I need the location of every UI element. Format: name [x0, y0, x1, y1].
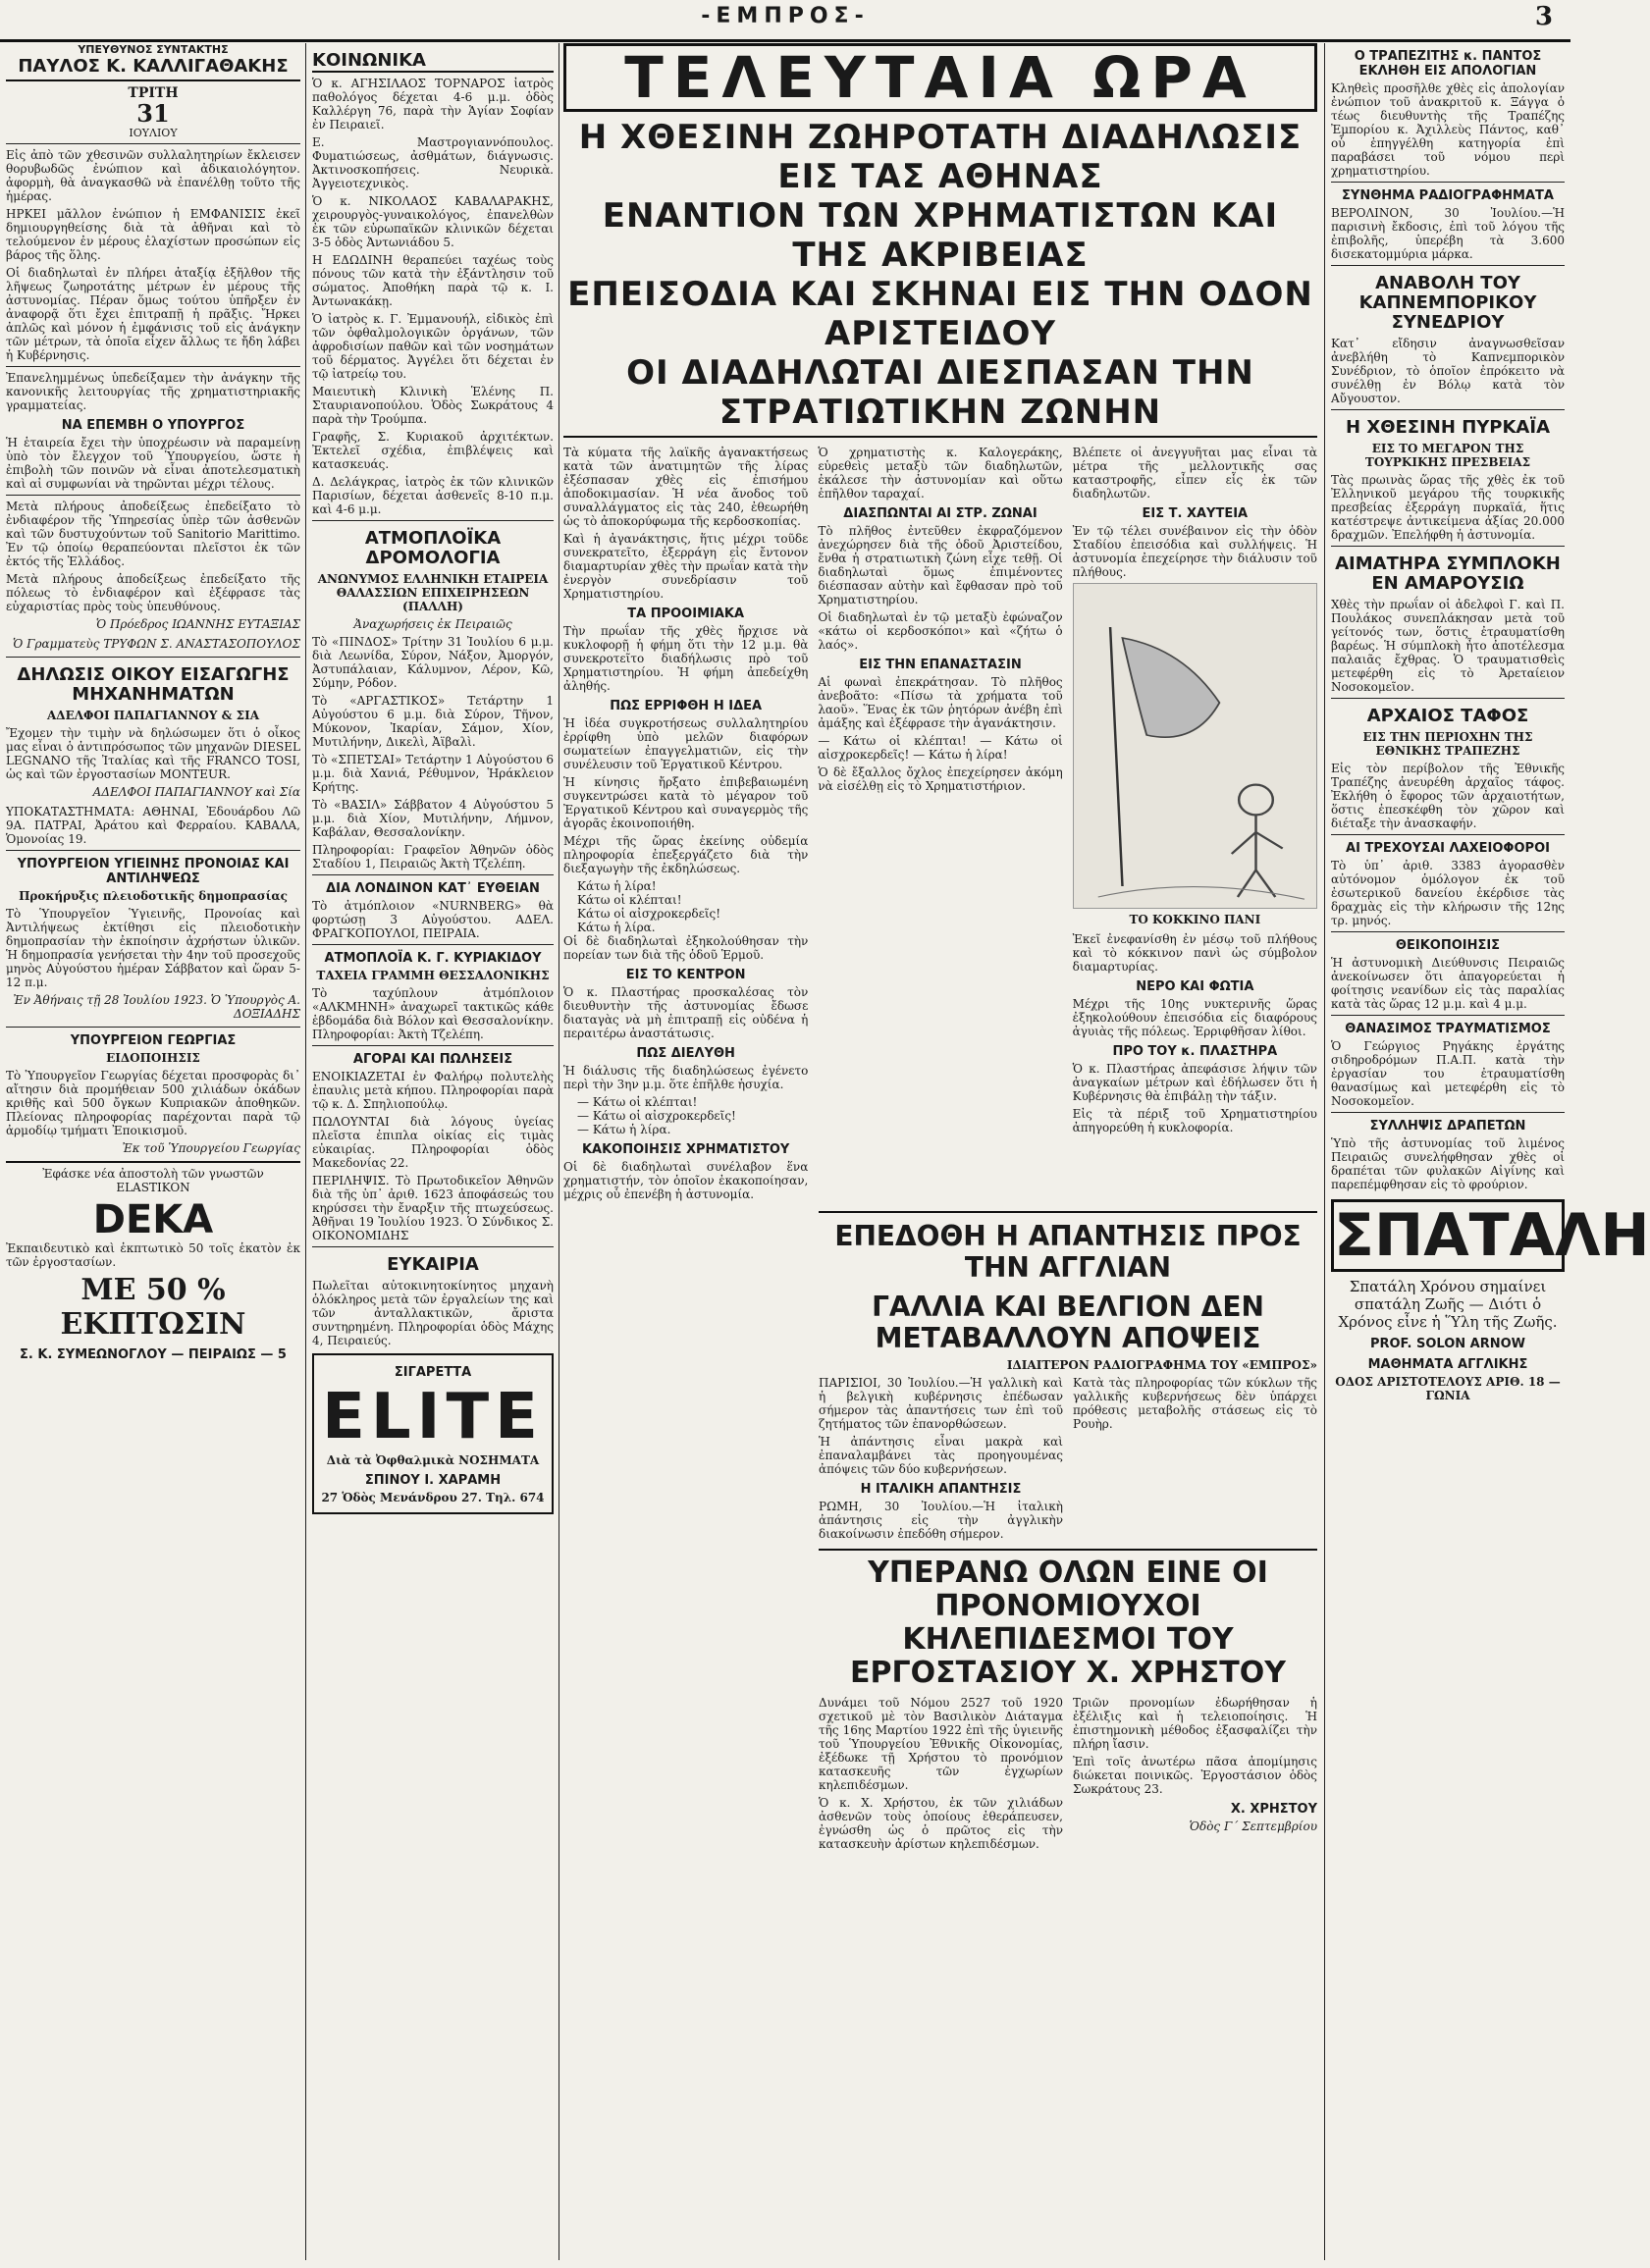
ad-brand: DEKA: [92, 1197, 214, 1242]
column-4: [1331, 43, 1650, 2260]
article-col: [563, 446, 808, 1205]
paragraph: Ἔχομεν τὴν τιμὴν νὰ δηλώσωμεν ὅτι ὁ οἶκος μας εἶναι ὁ ἀντιπρόσωπος τῶν μηχανῶν DIESEL LEGNANO τῆς Ἰταλίας καὶ τῆς FRANCO TOSI, ὡς καὶ τῶν ἐργοστασίων MONTEUR.: [6, 726, 300, 781]
section-title: ΘΕΙΚΟΠΟΙΗΣΙΣ: [1395, 938, 1501, 953]
subhead: Η ΙΤΑΛΙΚΗ ΑΠΑΝΤΗΣΙΣ: [860, 1482, 1022, 1497]
elite-ad: [312, 1353, 554, 1514]
section-subtitle: ΤΑΧΕΙΑ ΓΡΑΜΜΗ ΘΕΣΣΑΛΟΝΙΚΗΣ: [316, 969, 550, 982]
section-title: ΑΙΜΑΤΗΡΑ ΣΥΜΠΛΟΚΗ ΕΝ ΑΜΑΡΟΥΣΙΩ: [1335, 554, 1561, 594]
subhead: ΝΕΡΟ ΚΑΙ ΦΩΤΙΑ: [1136, 979, 1254, 994]
paragraph: Τὴν πρωΐαν τῆς χθὲς ἤρχισε νὰ κυκλοφορῇ ἡ φήμη ὅτι τὴν 12 μ.μ. θὰ συνεκροτεῖτο διαδήλωσις πρὸ τοῦ Χρηματιστηρίου. Ἡ φήμη ἀπεδείχθη ἀληθής.: [563, 624, 809, 693]
section-title: ΑΝΑΒΟΛΗ ΤΟΥ ΚΑΠΝΕΜΠΟΡΙΚΟΥ ΣΥΝΕΔΡΙΟΥ: [1358, 273, 1537, 333]
ad-address: ΟΔΟΣ ΑΡΙΣΤΟΤΕΛΟΥΣ ΑΡΙΘ. 18 — ΓΩΝΙΑ: [1335, 1375, 1561, 1402]
paragraph: Τὸ «ΠΙΝΔΟΣ» Τρίτην 31 Ἰουλίου 6 μ.μ. διὰ Λεωνίδα, Σύρον, Νάξον, Ἀμοργόν, Ἀστυπάλαιαν, Κάλυμνον, Λέρον, Κῶ, Σύμην, Ρόδον.: [312, 635, 554, 690]
verse-line: — Κάτω οἱ κλέπται!: [577, 1095, 698, 1109]
paragraph: Ὑπὸ τῆς ἀστυνομίας τοῦ λιμένος Πειραιῶς συνελήφθησαν χθὲς οἱ δραπέται τῶν φυλακῶν Αἰγίνης καὶ παρεπέμφθησαν εἰς τὸ φρούριον.: [1331, 1136, 1565, 1191]
paragraph: ΕΝΟΙΚΙΑΖΕΤΑΙ ἐν Φαλήρῳ πολυτελὴς ἐπαυλις μετὰ κήπου. Πληροφορίαι παρὰ τῷ κ. Δ. Σπηλιοπούλῳ.: [312, 1070, 554, 1111]
divider: [1331, 546, 1565, 547]
divider: [1331, 1112, 1565, 1113]
paragraph: Καὶ ἡ ἀγανάκτησις, ἥτις μέχρι τοῦδε συνεκρατεῖτο, ἐξερράγη εἰς ἔντονον διαμαρτυρίαν χθὲς τὴν πρωΐαν κατὰ τὴν ἐνεργὸν συνεδρίασιν τοῦ Χρηματιστηρίου.: [563, 532, 809, 601]
subhead: ΕΙΣ Τ. ΧΑΥΤΕΙΑ: [1142, 506, 1249, 521]
section-title: ΘΑΝΑΣΙΜΟΣ ΤΡΑΥΜΑΤΙΣΜΟΣ: [1345, 1022, 1551, 1036]
paragraph: Οἱ διαδηλωταὶ ἐν πλήρει ἀταξίᾳ ἐξῆλθον τῆς λῆψεως ζωηροτάτης μέτρων ἐν μέρους τῆς ἀστυνομίας. Πέραν ὅμως τούτου ὑπῆρξεν ἐν ἀναφορᾷ ὅτι ἔχει ἐπιτραπῇ ἡ πρᾶξις. Ἤρκει ἀπλῶς καὶ μόνον ἡ ἐμφάνισις τοῦ εἰς ἀνάγκην τῶν μέτρων, τὰ ὁποῖα εἶχεν ἄλλως τε ἤδη λάβει ἡ Κυβέρνησις.: [6, 266, 300, 362]
foreign-news: [819, 1221, 1317, 1855]
date-block: [6, 85, 300, 139]
ad-brand: ΣΠΑΤΑΛΗ: [1331, 1199, 1565, 1272]
verse-line: Κάτω ἡ λίρα!: [577, 879, 657, 893]
article-col: [1073, 446, 1317, 1205]
ad-doctor: ΣΠΙΝΟΥ Ι. ΧΑΡΑΜΗ: [364, 1473, 502, 1488]
section-title: ΔΙΑ ΛΟΝΔΙΝΟΝ ΚΑΤ᾽ ΕΥΘΕΙΑΝ: [326, 881, 540, 896]
section-subtitle: ΕΙΔΟΠΟΙΗΣΙΣ: [106, 1051, 200, 1065]
ad-brand: ELITE: [322, 1381, 544, 1453]
signature: Ἐκ τοῦ Ὑπουργείου Γεωργίας: [122, 1141, 300, 1155]
paragraph: Ὁ δὲ ἔξαλλος ὄχλος ἐπεχείρησεν ἀκόμη νὰ εἰσέλθῃ εἰς τὸ Χρηματιστήριον.: [818, 765, 1063, 793]
foreign-headline: ΓΑΛΛΙΑ ΚΑΙ ΒΕΛΓΙΟΝ ΔΕΝ ΜΕΤΑΒΑΛΛΟΥΝ ΑΠΟΨΕΙΣ: [872, 1291, 1264, 1354]
paragraph: Ὁ χρηματιστὴς κ. Καλογεράκης, εὑρεθεὶς μεταξὺ τῶν διαδηλωτῶν, ἐκάλεσε τὴν ἀστυνομίαν καὶ οὕτω ἐπῆλθον ταραχαί.: [818, 446, 1063, 501]
dispatch-col: [1073, 1376, 1317, 1545]
subhead: ΠΩΣ ΕΡΡΙΦΘΗ Η ΙΔΕΑ: [610, 699, 763, 713]
column-1: [6, 43, 300, 2260]
divider: [1331, 1015, 1565, 1016]
subhead: ΠΩΣ ΔΙΕΛΥΘΗ: [636, 1046, 735, 1061]
ad-headline: ΥΠΕΡΑΝΩ ΟΛΩΝ ΕΙΝΕ ΟΙ ΠΡΟΝΟΜΙΟΥΧΟΙ ΚΗΛΕΠΙΔΕΣΜΟΙ ΤΟΥ ΕΡΓΟΣΤΑΣΙΟΥ Χ. ΧΡΗΣΤΟΥ: [850, 1556, 1286, 1690]
ad-shop: Σ. Κ. ΣΥΜΕΩΝΟΓΛΟΥ — ΠΕΙΡΑΙΩΣ — 5: [20, 1347, 287, 1362]
departures-label: Ἀναχωρήσεις ἐκ Πειραιῶς: [353, 617, 512, 631]
verse-line: Κάτω οἱ κλέπται!: [577, 893, 682, 907]
ad-top: ΣΙΓΑΡΕΤΤΑ: [394, 1365, 472, 1380]
paragraph: Ἡ ἀπάντησις εἶναι μακρὰ καὶ ἐπαναλαμβάνει τὰς προηγουμένας ἀπόψεις τῶν δύο κυβερνήσεων.: [819, 1435, 1063, 1476]
paragraph: Μέχρι τῆς ὥρας ἐκείνης οὐδεμία πληροφορία ἐπεξεργάζετο διὰ τὴν διεξαγωγὴν τῆς ἐκδηλώσεως.: [563, 834, 809, 875]
section-title: ΥΠΟΥΡΓΕΙΟΝ ΓΕΩΡΓΙΑΣ: [70, 1033, 237, 1048]
ad-note: Ἐφάσκε νέα ἀποστολὴ τῶν γνωστῶν ELASTIKON: [42, 1167, 264, 1194]
ad-title: ΔΗΛΩΣΙΣ ΟΙΚΟΥ ΕΙΣΑΓΩΓΗΣ ΜΗΧΑΝΗΜΑΤΩΝ: [17, 664, 290, 705]
ad-name: PROF. SOLON ARNOW: [1369, 1337, 1526, 1351]
ad-address: Ὁδὸς Γ΄ Σεπτεμβρίου: [1189, 1820, 1317, 1833]
section-title: Η ΧΘΕΣΙΝΗ ΠΥΡΚΑΪΑ: [1346, 417, 1550, 438]
section-title: ΑΓΟΡΑΙ ΚΑΙ ΠΩΛΗΣΕΙΣ: [352, 1052, 513, 1067]
page-number: 3: [1534, 2, 1553, 31]
paragraph: Βλέπετε οἱ ἀνεγγυῆται μας εἶναι τὰ μέτρα τῆς μελλοντικῆς σας καταστροφῆς, εἶπεν εἷς ἐκ τῶν διαδηλωτῶν.: [1072, 446, 1317, 501]
main-headline: ΕΝΑΝΤΙΟΝ ΤΩΝ ΧΡΗΜΑΤΙΣΤΩΝ ΚΑΙ ΤΗΣ ΑΚΡΙΒΕΙΑΣ: [602, 196, 1279, 275]
paragraph: Χθὲς τὴν πρωΐαν οἱ ἀδελφοὶ Γ. καὶ Π. Πουλάκος συνεπλάκησαν μετὰ τοῦ γείτονός των, ὅστις ἐτραυματίσθη βαρέως. Ἡ σύμπλοκὴ ἦτο ἀποτέλεσμα παλαιᾶς ἔχθρας. Ὁ τραυματισθεὶς μετεφέρθη εἰς τὸ Ἀρεταίειον Νοσοκομεῖον.: [1331, 598, 1565, 694]
paragraph: ΠΕΡΙΛΗΨΙΣ. Τὸ Πρωτοδικεῖον Ἀθηνῶν διὰ τῆς ὑπ᾽ ἀριθ. 1623 ἀποφάσεώς του κηρύσσει τὴν ἔναρξιν τῆς πτωχεύσεως. Ἀθῆναι 19 Ἰουλίου 1923. Ὁ Σύνδικος Σ. ΟΙΚΟΝΟΜΙΔΗΣ: [312, 1174, 554, 1242]
paragraph: Μαιευτικὴ Κλινικὴ Ἑλένης Π. Σταυριανοπούλου. Ὁδὸς Σωκράτους 4 παρὰ τὴν Τρούμπα.: [312, 385, 554, 426]
divider: [1331, 931, 1565, 932]
divider: [819, 1549, 1317, 1551]
divider: [6, 143, 300, 144]
paragraph: Δυνάμει τοῦ Νόμου 2527 τοῦ 1920 σχετικοῦ μὲ τὸν Βασιλικὸν Διάταγμα τῆς 16ης Μαρτίου 1922 ἐπὶ τῆς ὑγιεινῆς τοῦ Ὑπουργείου Ἐθνικῆς Οἰκονομίας, ἐξέδωκε τῇ Χρήστου τὸ προνόμιον κατασκευῆς τῶν ἐγχωρίων κηλεπιδέσμων.: [819, 1696, 1063, 1792]
banner-title: ΤΕΛΕΥΤΑΙΑ ΩΡΑ: [563, 43, 1317, 112]
paragraph: ΠΩΛΟΥΝΤΑΙ διὰ λόγους ὑγείας πλεῖστα ἐπιπλα οἰκίας εἰς τιμὰς εὐκαιρίας. Πληροφορίαι ὁδὸς Μακεδονίας 22.: [312, 1115, 554, 1170]
paragraph: Μετὰ πλήρους ἀποδείξεως ἐπεδείξατο τῆς πόλεως τὸ ἐνδιαφέρον καὶ ἐξέφρασε τὰς εὐχαριστίας πρὸς τοὺς ὑπευθύνους.: [6, 572, 300, 613]
main-headline: Η ΧΘΕΣΙΝΗ ΖΩΗΡΟΤΑΤΗ ΔΙΑΔΗΛΩΣΙΣ ΕΙΣ ΤΑΣ ΑΘΗΝΑΣ: [578, 118, 1303, 196]
paragraph: Ἐπὶ τοῖς ἀνωτέρω πᾶσα ἀπομίμησις διώκεται ποινικῶς. Ἐργοστάσιον ὁδὸς Σωκράτους 23.: [1073, 1755, 1317, 1796]
article-columns: [563, 446, 1317, 1205]
date-month: ΙΟΥΛΙΟΥ: [129, 127, 178, 139]
subhead: ΕΙΣ ΤΗΝ ΕΠΑΝΑΣΤΑΣΙΝ: [859, 658, 1022, 672]
paragraph: Μετὰ πλήρους ἀποδείξεως ἐπεδείξατο τὸ ἐνδιαφέρον τῆς Ὑπηρεσίας ὑπὲρ τῶν ἀσθενῶν καὶ τῶν δυστυχούντων τοῦ Sanitorio Marittimo. Ἐν τῷ ὁποίῳ θεραπεύονται πλεῖστοι ἐκ τῶν ἐκτός τῆς Ἑλλάδος.: [6, 500, 300, 568]
paragraph: Τὸ πλῆθος ἐντεῦθεν ἐκφραζόμενον ἀνεχώρησεν διὰ τῆς ὁδοῦ Ἀριστείδου, ἔνθα ἡ στρατιωτικὴ ζώνη εἶχε τεθῇ. Οἱ διαδηλωταὶ ὅμως ἐπιμένοντες διέσπασαν αὐτὴν καὶ ἔφθασαν πρὸ τοῦ Χρηματιστηρίου.: [818, 524, 1063, 607]
column-3: [563, 43, 1317, 2260]
paragraph: Κατ᾽ εἴδησιν ἀναγνωσθεῖσαν ἀνεβλήθη τὸ Καπνεμπορικὸν Συνέδριον, τὸ ὁποῖον ἐπρόκειτο νὰ συνέλθῃ ἐν Βόλῳ κατὰ τὸν Αὔγουστον.: [1331, 337, 1565, 405]
verse-line: — Κάτω ἡ λίρα.: [577, 1123, 671, 1136]
paragraph: Εἰς ἀπὸ τῶν χθεσινῶν συλλαλητηρίων ἔκλεισεν θορυβωδῶς ἐνώπιον καὶ ἀδικαιολόγητον. ἀφορμὴ, θὰ ἀναγκασθῶ νὰ ἐπανέλθῃ τοῦτο τῆς ἡμέρας.: [6, 148, 300, 203]
section-title: Ο ΤΡΑΠΕΖΙΤΗΣ κ. ΠΑΝΤΟΣ ΕΚΛΗΘΗ ΕΙΣ ΑΠΟΛΟΓΙΑΝ: [1354, 49, 1542, 79]
paragraph: Τὸ ἀτμόπλοιον «NURNBERG» θὰ φορτώσῃ 3 Αὐγούστου. ΑΔΕΛ. ΦΡΑΓΚΟΠΟΥΛΟΙ, ΠΕΙΡΑΙΑ.: [312, 899, 554, 940]
section-title: ΑΡΧΑΙΟΣ ΤΑΦΟΣ: [1366, 706, 1529, 726]
company-name: ΑΝΩΝΥΜΟΣ ΕΛΛΗΝΙΚΗ ΕΤΑΙΡΕΙΑ ΘΑΛΑΣΣΙΩΝ ΕΠΙΧΕΙΡΗΣΕΩΝ (ΠΑΛΛΗ): [317, 572, 549, 613]
date-day: ΤΡΙΤΗ: [128, 85, 179, 101]
paragraph: Εἰς τὸν περίβολον τῆς Ἐθνικῆς Τραπέζης ἀνευρέθη ἀρχαῖος τάφος. Ἐκλήθη ὁ ἔφορος τῶν ἀρχαιοτήτων, ὅστις ἐπεσκέφθη τὸν χῶρον καὶ διέταξε τὴν ἀνασκαφήν.: [1331, 762, 1565, 830]
divider: [6, 495, 300, 496]
subhead: ΚΑΚΟΠΟΙΗΣΙΣ ΧΡΗΜΑΤΙΣΤΟΥ: [581, 1142, 790, 1157]
paragraph: Ὁ ἰατρὸς κ. Γ. Ἐμμανουήλ, εἰδικὸς ἐπὶ τῶν ὀφθαλμολογικῶν ὀργάνων, τῶν ἀφροδισίων παθῶν καὶ τῶν νοσημάτων τοῦ δέρματος. Ἀγγέλει ὅτι δέχεται ἐν τῷ ἰατρείῳ του.: [312, 312, 554, 381]
paragraph: Κατὰ τὰς πληροφορίας τῶν κύκλων τῆς γαλλικῆς κυβερνήσεως δὲν ὑπάρχει πρόθεσις μεταβολῆς στάσεως εἰς τὸ Ρουὴρ.: [1073, 1376, 1317, 1431]
section-title: ΥΠΟΥΡΓΕΙΟΝ ΥΓΙΕΙΝΗΣ ΠΡΟΝΟΙΑΣ ΚΑΙ ΑΝΤΙΛΗΨΕΩΣ: [17, 857, 290, 886]
running-head: [0, 0, 1570, 42]
paragraph: Ὁ κ. Χ. Χρήστου, ἐκ τῶν χιλιάδων ἀσθενῶν τοὺς ὁποίους ἐθεράπευσεν, ἐγνώσθη ὡς ὁ πρῶτος εἰς τὴν κατασκευὴν ἀρίστων κηλεπιδέσμων.: [819, 1796, 1063, 1851]
divider: [312, 1246, 554, 1247]
paragraph: Τριῶν προνομίων ἐδωρήθησαν ἡ ἐξέλιξις καὶ ἡ τελειοποίησις. Ἡ ἐπιστημονικὴ μέθοδος ἐξασφαλίζει τὴν πλήρη ἴασιν.: [1073, 1696, 1317, 1751]
paragraph: Κληθεὶς προσῆλθε χθὲς εἰς ἀπολογίαν ἐνώπιον τοῦ ἀνακριτοῦ κ. Ξάγγα ὁ τέως διευθυντὴς τῆς Τραπέζης Ἐμπορίου κ. Ἀχιλλεὺς Πάντος, καθ᾽ οὗ ἐπηγγέλθη κατηγορία ἐπὶ παραβάσει τοῦ νόμου περὶ χρηματιστηρίου.: [1331, 81, 1565, 178]
paragraph: Τὸ ὑπ᾽ ἀριθ. 3383 ἀγορασθὲν αὐτόνομον ὁμόλογον ἐκ τοῦ ἐσωτερικοῦ δανείου ἐκέρδισε τὰς δραχμὰς εἰς τὴν κλήρωσιν τῆς 12ης τρ. μηνός.: [1331, 859, 1565, 927]
signature: Ὁ Γραμματεὺς ΤΡΥΦΩΝ Σ. ΑΝΑΣΤΑΣΟΠΟΥΛΟΣ: [13, 637, 300, 651]
section-subtitle: Προκήρυξις πλειοδοτικῆς δημοπρασίας: [19, 889, 288, 903]
image-caption: ΤΟ ΚΟΚΚΙΝΟ ΠΑΝΙ: [1129, 913, 1261, 926]
paragraph: Οἱ διαδηλωταὶ ἐν τῷ μεταξὺ ἐφώναζον «κάτω οἱ κερδοσκόποι» καὶ «ζήτω ὁ λαός».: [818, 610, 1063, 652]
paragraph: Οἱ δὲ διαδηλωταὶ ἐξηκολούθησαν τὴν πορείαν των διὰ τῆς ὁδοῦ Ἑρμοῦ.: [563, 934, 809, 962]
paragraph: Δ. Δελάγκρας, ἰατρὸς ἐκ τῶν κλινικῶν Παρισίων, δέχεται ἀσθενεῖς 8-10 π.μ. καὶ 4-6 μ.μ.: [312, 475, 554, 516]
divider: [6, 850, 300, 851]
ad-signature: Χ. ΧΡΗΣΤΟΥ: [1230, 1802, 1317, 1817]
masthead-name: -ΕΜΠΡΟΣ-: [701, 4, 870, 28]
section-subtitle: ΕΙΣ ΤΟ ΜΕΓΑΡΟΝ ΤΗΣ ΤΟΥΡΚΙΚΗΣ ΠΡΕΣΒΕΙΑΣ: [1364, 442, 1531, 469]
deka-ad: [6, 1161, 300, 1362]
section-title: ΕΥΚΑΙΡΙΑ: [387, 1254, 479, 1275]
divider: [312, 520, 554, 521]
paragraph: Τὸ «ΣΠΕΤΣΑΙ» Τετάρτην 1 Αὐγούστου 6 μ.μ. διὰ Χανιά, Ρέθυμνον, Ἡράκλειον Κρήτης.: [312, 753, 554, 794]
paragraph: ΠΑΡΙΣΙΟΙ, 30 Ἰουλίου.—Ἡ γαλλικὴ καὶ ἡ βελγικὴ κυβέρνησις ἐπέδωσαν σήμερον τὰς ἀπαντήσεις των ἐπὶ τοῦ ζητήματος τῶν ἐπανορθώσεων.: [819, 1376, 1063, 1431]
spatali-ad: [1331, 1199, 1650, 1402]
paragraph: Μέχρι τῆς 10ης νυκτερινῆς ὥρας ἐξηκολούθουν ἐπεισόδια εἰς διαφόρους ἀγυιὰς τῆς πόλεως. Ἐρριφθῆσαν λίθοι.: [1072, 997, 1317, 1038]
paragraph: ΡΩΜΗ, 30 Ἰουλίου.—Ἡ ἰταλικὴ ἀπάντησις εἰς τὴν ἀγγλικὴν διακοίνωσιν ἐπεδόθη σήμερον.: [819, 1500, 1063, 1541]
paragraph: Αἱ φωναὶ ἐπεκράτησαν. Τὸ πλῆθος ἀνεβοᾶτο: «Πίσω τὰ χρήματα τοῦ λαοῦ». Ἕνας ἐκ τῶν ῥητόρων ἀνέβη ἐπὶ ἀμάξης καὶ ἐξέφρασε τὴν ἀγανάκτησιν.: [818, 675, 1063, 730]
divider: [819, 1211, 1317, 1213]
ad-subtitle: ΜΑΘΗΜΑΤΑ ΑΓΓΛΙΚΗΣ: [1367, 1357, 1528, 1372]
dispatch-label: ΙΔΙΑΙΤΕΡΟΝ ΡΑΔΙΟΓΡΑΦΗΜΑ ΤΟΥ «ΕΜΠΡΟΣ»: [1006, 1358, 1317, 1372]
dispatch-col: [819, 1376, 1063, 1545]
ad-text: Ἐκπαιδευτικὸ καὶ ἐκπτωτικὸ 50 τοῖς ἑκατὸν ἐκ τῶν ἐργοστασίων.: [6, 1241, 300, 1269]
paragraph: Οἱ δὲ διαδηλωταὶ συνέλαβον ἕνα χρηματιστήν, τὸν ὁποῖον ἐκακοποίησαν, μέχρις οὗ ἐπενέβη ἡ ἀστυνομία.: [563, 1160, 809, 1201]
section-title: ΣΥΛΛΗΨΙΣ ΔΡΑΠΕΤΩΝ: [1369, 1119, 1526, 1134]
section-title: ΑΙ ΤΡΕΧΟΥΣΑΙ ΛΑΧΕΙΟΦΟΡΟΙ: [1346, 841, 1550, 856]
paragraph: — Κάτω οἱ κλέπται! — Κάτω οἱ αἰσχροκερδεῖς! — Κάτω ἡ λίρα!: [818, 734, 1063, 762]
paragraph: ΥΠΟΚΑΤΑΣΤΗΜΑΤΑ: ΑΘΗΝΑΙ, Ἐδουάρδου Λῶ 9Α. ΠΑΤΡΑΙ, Ἀράτου καὶ Φερραίου. ΚΑΒΑΛΑ, Ὁμονοίας 19.: [6, 805, 300, 846]
notice-title: ΝΑ ΕΠΕΜΒΗ Ο ΥΠΟΥΡΓΟΣ: [61, 418, 245, 433]
divider: [6, 1027, 300, 1028]
subhead: ΠΡΟ ΤΟΥ κ. ΠΛΑΣΤΗΡΑ: [1112, 1044, 1278, 1059]
subhead: ΕΙΣ ΤΟ ΚΕΝΤΡΟΝ: [625, 968, 746, 982]
divider: [1331, 265, 1565, 266]
column-rule: [305, 43, 306, 2260]
ad-subtitle: ΑΔΕΛΦΟΙ ΠΑΠΑΓΙΑΝΝΟΥ & ΣΙΑ: [46, 709, 260, 722]
paragraph: Ὁ Γεώργιος Ρηγάκης ἐργάτης σιδηροδρόμων Π.Α.Π. κατὰ τὴν ἐργασίαν του ἐτραυματίσθη θανασίμως καὶ μετεφέρθη εἰς τὸ Νοσοκομεῖον.: [1331, 1039, 1565, 1108]
paragraph: Ἡ κίνησις ἤρξατο ἐπιβεβαιωμένη συγκεντρώσει κατὰ τὸ μέγαρον τοῦ Ἐργατικοῦ Κέντρου καὶ συναγερμὸς τῆς ἀγορᾶς ἐκοινοποιήθη.: [563, 775, 809, 830]
paragraph: Τὸ «ΑΡΓΑΣΤΙΚΟΣ» Τετάρτην 1 Αὐγούστου 6 μ.μ. διὰ Σύρον, Τῆνον, Μύκονον, Ἰκαρίαν, Σάμον, Χίον, Μυτιλήνην, Δικελὶ, Ἀϊβαλὶ.: [312, 694, 554, 749]
section-title: ΣΥΝΘΗΜΑ ΡΑΔΙΟΓΡΑΦΗΜΑΤΑ: [1342, 188, 1554, 203]
paragraph: Εἰς τὰ πέριξ τοῦ Χρηματιστηρίου ἀπηγορεύθη ἡ κυκλοφορία.: [1072, 1107, 1317, 1134]
signature: Ἐν Ἀθήναις τῇ 28 Ἰουλίου 1923. Ὁ Ὑπουργὸς Α. ΔΟΞΙΑΔΗΣ: [13, 993, 300, 1021]
subhead: ΔΙΑΣΠΩΝΤΑΙ ΑΙ ΣΤΡ. ΖΩΝΑΙ: [843, 506, 1038, 521]
paragraph: Τὸ Ὑπουργεῖον Ὑγιεινῆς, Προνοίας καὶ Ἀντιλήψεως ἐκτίθησι εἰς πλειοδοτικὴν δημοπρασίαν τὴν ἐκποίησιν ἀχρήστων ὑλικῶν. Ἡ δημοπρασία γενήσεται τὴν 4ην τοῦ προσεχοῦς μηνὸς Αὐγούστου ἡμέραν Σάββατον καὶ ὥραν 5-12 π.μ.: [6, 907, 300, 989]
ad-discount: ΜΕ 50 % ΕΚΠΤΩΣΙΝ: [60, 1273, 246, 1342]
illustration-drawing: [1074, 584, 1316, 908]
paragraph: Πωλεῖται αὐτοκινητοκίνητος μηχανὴ ὁλόκληρος μετὰ τῶν ἐργαλείων της καὶ τῶν ἀνταλλακτικῶν, ἄριστα συντηρημένη. Πληροφορίαι ὁδὸς Μάχης 4, Πειραιεύς.: [312, 1279, 554, 1347]
ad-subtitle: Διὰ τὰ Ὀφθαλμικὰ ΝΟΣΗΜΑΤΑ: [326, 1453, 540, 1467]
signature: ΑΔΕΛΦΟΙ ΠΑΠΑΓΙΑΝΝΟΥ καὶ Σία: [92, 785, 300, 799]
paragraph: Ἡ διάλυσις τῆς διαδηλώσεως ἐγένετο περὶ τὴν 3ην μ.μ. ὅτε ἐπῆλθε ἡσυχία.: [563, 1064, 809, 1091]
paragraph: Ὁ κ. Πλαστήρας προσκαλέσας τὸν διευθυντὴν τῆς ἀστυνομίας ἔδωσε διαταγὰς νὰ μὴ ἐπιτραπῇ εἰς οὐδένα ἡ περαιτέρω ἀναστάτωσις.: [563, 985, 809, 1040]
paragraph: Γραφῆς, Σ. Κυριακοῦ ἀρχιτέκτων. Ἐκτελεῖ σχέδια, ἐπιβλέψεις καὶ κατασκευάς.: [312, 430, 554, 471]
column-2: [312, 43, 554, 2260]
editor-label: ΥΠΕΥΘΥΝΟΣ ΣΥΝΤΑΚΤΗΣ: [78, 43, 229, 56]
editor-name: ΠΑΥΛΟΣ Κ. ΚΑΛΛΙΓΑΘΑΚΗΣ: [6, 56, 300, 81]
section-title: ΑΤΜΟΠΛΟΪΚΑ ΔΡΟΜΟΛΟΓΙΑ: [364, 528, 502, 568]
divider: [6, 366, 300, 367]
section-subtitle: ΕΙΣ ΤΗΝ ΠΕΡΙΟΧΗΝ ΤΗΣ ΕΘΝΙΚΗΣ ΤΡΑΠΕΖΗΣ: [1362, 730, 1533, 758]
paragraph: Τὸ Ὑπουργεῖον Γεωργίας δέχεται προσφορὰς δι᾽ αἴτησιν διὰ προμήθειαν 500 χιλιάδων ὀκάδων κριθῆς καὶ 500 ὄγκων Κυπριακῶν ἀποθηκῶν. Πλείονας πληροφορίας παρέχονται παρὰ τῷ ἀρμοδίῳ τμήματι Ἐποικισμοῦ.: [6, 1069, 300, 1137]
divider: [1331, 409, 1565, 410]
illustration-image: [1073, 583, 1317, 909]
paragraph: Ἐπανελημμένως ὑπεδείξαμεν τὴν ἀνάγκην τῆς κανονικῆς λειτουργίας τῆς χρηματιστηριακῆς γραμματείας.: [6, 371, 300, 412]
paragraph: Η ΕΔΩΔΙΝΗ θεραπεύει ταχέως τοὺς πόνους τῶν κατὰ τὴν ἐξάντλησιν τοῦ σώματος. Ἀποθήκη παρὰ τῷ κ. Ι. Ἀντωνακάκῃ.: [312, 253, 554, 308]
verse-line: — Κάτω οἱ αἰσχροκερδεῖς!: [577, 1109, 736, 1123]
divider: [6, 657, 300, 658]
ad-columns: [819, 1696, 1317, 1855]
ad-col: [1073, 1696, 1317, 1855]
divider: [312, 874, 554, 875]
section-title: ΑΤΜΟΠΛΟΪΑ Κ. Γ. ΚΥΡΙΑΚΙΔΟΥ: [324, 951, 542, 966]
paragraph: Τὸ ταχύπλουν ἀτμόπλοιον «ΑΛΚΜΗΝΗ» ἀναχωρεῖ τακτικῶς κάθε ἑβδομάδα διὰ Βόλον καὶ Θεσσαλονίκην. Πληροφορίαι: Ἀκτὴ Τζελέπη.: [312, 986, 554, 1041]
divider: [1331, 698, 1565, 699]
paragraph: Ε. Μαστρογιαννόπουλος. Φυματιώσεως, ἀσθμάτων, διάγνωσις. Ἀκτινοσκοπήσεις. Νευρικὰ. Ἀγγειοτεχνικὸς.: [312, 135, 554, 190]
divider: [312, 944, 554, 945]
paragraph: Ὁ κ. Πλαστήρας ἀπεφάσισε λήψιν τῶν ἀναγκαίων μέτρων καὶ ἐδήλωσεν ὅτι ἡ Κυβέρνησις θὰ ἐπιβάλῃ τὴν τάξιν.: [1072, 1062, 1317, 1103]
paragraph: Τὸ «ΒΑΣΙΛ» Σάββατον 4 Αὐγούστου 5 μ.μ. διὰ Χίον, Μυτιλήνην, Λήμνον, Καβάλαν, Θεσσαλονίκην.: [312, 798, 554, 839]
article-col: [818, 446, 1062, 1205]
paragraph: ΗΡΚΕΙ μᾶλλον ἐνώπιον ἡ ΕΜΦΑΝΙΣΙΣ ἐκεῖ δημιουργηθείσης διὰ τὰ ἀθῆναι καὶ τὸ τελούμενον ἐν μέρους ἐλαχίστων προσώπων εἰς βάρος τῆς ὅλης.: [6, 207, 300, 262]
main-headline: ΕΠΕΙΣΟΔΙΑ ΚΑΙ ΣΚΗΝΑΙ ΕΙΣ ΤΗΝ ΟΔΟΝ ΑΡΙΣΤΕΙΔΟΥ: [567, 275, 1313, 353]
ad-address: 27 Ὁδὸς Μενάνδρου 27. Τηλ. 674: [321, 1491, 545, 1504]
paragraph: Ἡ ἰδέα συγκροτήσεως συλλαλητηρίου ἐρρίφθη ὑπὸ μελῶν διαφόρων σωματείων ἐπαγγελματιῶν, εἰς τὴν συνέλευσιν τοῦ Ἐργατικοῦ Κέντρου.: [563, 716, 809, 771]
divider: [312, 1045, 554, 1046]
subhead: ΤΑ ΠΡΟΟΙΜΙΑΚΑ: [627, 607, 745, 621]
paragraph: Ἐκεῖ ἐνεφανίσθη ἐν μέσῳ τοῦ πλήθους καὶ τὸ κόκκινον πανὶ ὡς σύμβολον διαμαρτυρίας.: [1072, 932, 1317, 974]
column-rule: [1324, 43, 1325, 2260]
paragraph: Ἡ ἑταιρεία ἔχει τὴν ὑποχρέωσιν νὰ παραμείνῃ ὑπὸ τὸν ἔλεγχον τοῦ Ὑπουργείου, ὥστε ἡ ἐπιβολὴ τῶν ποινῶν νὰ εἶναι ἀποτελεσματικὴ καὶ αἱ συμφωνίαι νὰ τηρῶνται μέχρι τέλους.: [6, 436, 300, 491]
date-number: 31: [136, 99, 170, 128]
section-title: ΚΟΙΝΩΝΙΚΑ: [312, 51, 554, 73]
dispatch-columns: [819, 1376, 1317, 1545]
paragraph: ΒΕΡΟΛΙΝΟΝ, 30 Ἰουλίου.—Ἡ παρισινὴ ἔκδοσις, ἐπὶ τοῦ λόγου τῆς ἐπιβολῆς, ὑπερέβη τὰ 3.600 δισεκατομμύρια μάρκα.: [1331, 206, 1565, 261]
paragraph: Τὰς πρωινὰς ὥρας τῆς χθὲς ἐκ τοῦ Ἐλληνικοῦ μεγάρου τῆς τουρκικῆς πρεσβείας ἐξερράγη πυρκαϊά, ἥτις κατέστρεψε ἀντικείμενα ἀξίας 20.000 δραχμῶν. Ἐπελήφθη ἡ ἀστυνομία.: [1331, 473, 1565, 542]
ad-text: Σπατάλη Χρόνου σημαίνει σπατάλη Ζωῆς — Διότι ὁ Χρόνος εἶνε ἡ Ὕλη τῆς Ζωῆς.: [1338, 1278, 1558, 1331]
paragraph: Ἐν τῷ τέλει συνέβαινον εἰς τὴν ὁδὸν Σταδίου ἐπεισόδια καὶ συλλήψεις. Ἡ ἀστυνομία ἐπεχείρησε τὴν διάλυσιν τοῦ πλήθους.: [1072, 524, 1317, 579]
divider: [1331, 834, 1565, 835]
paragraph: Ὁ κ. ΝΙΚΟΛΑΟΣ ΚΑΒΑΛΑΡΑΚΗΣ, χειρουργὸς-γυναικολόγος, ἐπανελθὼν ἐκ τῶν εὐρωπαϊκῶν κλινικῶν δέχεται 3-5 ὁδὸς Ἀντωνιάδου 5.: [312, 194, 554, 249]
verse-line: Κάτω ἡ λίρα.: [577, 921, 656, 934]
paragraph: Ἡ ἀστυνομικὴ Διεύθυνσις Πειραιῶς ἀνεκοίνωσεν ὅτι ἀπαγορεύεται ἡ φοίτησις νεανίδων εἰς τὰς παραλίας κατὰ τὰς ὥρας 12 μ.μ. καὶ 4 μ.μ.: [1331, 956, 1565, 1011]
paragraph: Τὰ κύματα τῆς λαϊκῆς ἀγανακτήσεως κατὰ τῶν ἀνατιμητῶν τῆς λίρας ἐξέσπασαν χθὲς εἰς ἐπισήμου ἀποδοκιμασίαν. Ἡ νέα ἄνοδος τοῦ συναλλάγματος εἰς τὰς 240, ἐθεωρήθη ὡς τὸ ἀποκορύφωμα τῆς κερδοσκοπίας.: [563, 446, 809, 528]
divider: [1331, 182, 1565, 183]
foreign-headline: ΕΠΕΔΟΘΗ Η ΑΠΑΝΤΗΣΙΣ ΠΡΟΣ ΤΗΝ ΑΓΓΛΙΑΝ: [834, 1220, 1302, 1284]
main-headline: ΟΙ ΔΙΑΔΗΛΩΤΑΙ ΔΙΕΣΠΑΣΑΝ ΤΗΝ ΣΤΡΑΤΙΩΤΙΚΗΝ ΖΩΝΗΝ: [563, 353, 1317, 438]
verse-line: Κάτω οἱ αἰσχροκερδεῖς!: [577, 907, 721, 921]
ad-col: [819, 1696, 1063, 1855]
signature: Ὁ Πρόεδρος ΙΩΑΝΝΗΣ ΕΥΤΑΞΙΑΣ: [95, 617, 300, 631]
paragraph: Ὁ κ. ΑΓΗΣΙΛΑΟΣ ΤΟΡΝΑΡΟΣ ἰατρὸς παθολόγος δέχεται 4-6 μ.μ. ὁδὸς Καλλέργη 76, παρὰ τὴν Ἁγίαν Σοφίαν ἐν Πειραιεῖ.: [312, 77, 554, 132]
paragraph: Πληροφορίαι: Γραφεῖον Ἀθηνῶν ὁδὸς Σταδίου 1, Πειραιῶς Ἀκτὴ Τζελέπη.: [312, 843, 554, 870]
